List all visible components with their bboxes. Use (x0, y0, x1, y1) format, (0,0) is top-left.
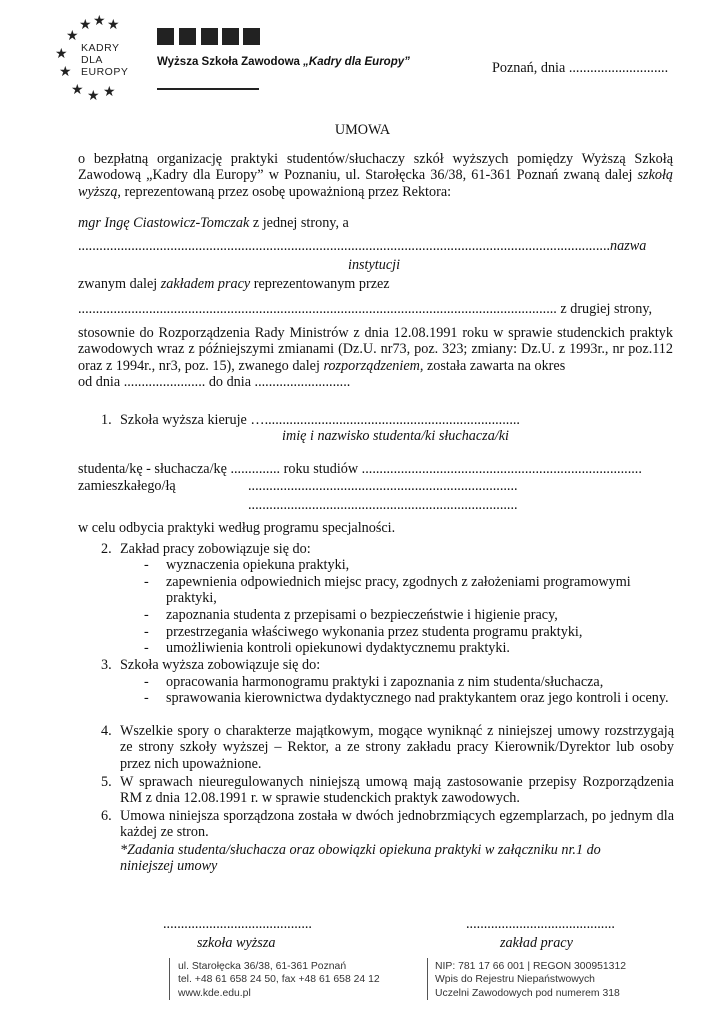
point-5-text: W sprawach nieuregulowanych niniejszą umową mają zastosowanie przepisy Rozporządzenia RM z dnia 12.08.1991 r. w sprawie studenckich praktyk zawodowych. (120, 774, 674, 807)
footer-divider (427, 958, 428, 1000)
logo-text-line-2: DLA (81, 54, 103, 66)
school-name: Wyższa Szkoła Zawodowa „Kadry dla Europy” (157, 56, 410, 68)
institution-label: instytucji (348, 257, 401, 273)
signature-workplace-dots: .......................................... (466, 916, 615, 932)
point-6-number: 6. (101, 808, 112, 824)
signature-workplace-label: zakład pracy (500, 935, 573, 951)
point-4-text: Wszelkie spory o charakterze majątkowym, mogące wyniknąć z niniejszej umowy rozstrzygają ze strony szkoły wyższej – Rektor, a ze strony zakładu pracy Kierownik/Dyrektor lub osoby przez nich upoważnione. (120, 723, 674, 772)
student-name-caption: imię i nazwisko studenta/ki słuchacza/ki (282, 428, 509, 444)
point-3-number: 3. (101, 657, 112, 673)
representative-line: mgr Ingę Ciastowicz-Tomczak z jednej strony, a (78, 215, 349, 231)
address-label: zamieszkałego/łą (78, 478, 176, 494)
signature-school-label: szkoła wyższa (197, 935, 276, 951)
footer-address: ul. Starołęcka 36/38, 61-361 Poznań tel. +48 61 658 24 50, fax +48 61 658 24 12 www.kde.edu.pl (178, 961, 380, 999)
star-icon: ★ (66, 29, 79, 44)
point-5-number: 5. (101, 774, 112, 790)
star-icon: ★ (71, 83, 84, 98)
period-line: od dnia ....................... do dnia ........................... (78, 374, 351, 390)
logo (55, 14, 129, 104)
point-4-number: 4. (101, 723, 112, 739)
star-icon: ★ (107, 18, 120, 33)
point-2-item: wyznaczenia opiekuna praktyki, (166, 557, 350, 573)
intro-paragraph: o bezpłatną organizację praktyki studentów/słuchaczy szkół wyższych pomiędzy Wyższą Szkołą Zawodową „Kadry dla Europy” w Poznaniu, ul. Starołęcka 36/38, 61-361 Poznań zwaną dalej szkołą wyższą, reprezentowaną przez osobę upoważnioną przez Rektora: (78, 151, 673, 200)
footer-divider (169, 958, 170, 1000)
star-icon: ★ (87, 89, 100, 104)
place-date: Poznań, dnia ............................ (492, 60, 669, 76)
point-3-item: opracowania harmonogramu praktyki i zapoznania z nim studenta/słuchacza, (166, 674, 604, 690)
logo-text-line-3: EUROPY (81, 66, 129, 78)
star-icon: ★ (103, 85, 116, 100)
purpose-line: w celu odbycia praktyki według programu specjalności. (78, 520, 396, 536)
student-year-line: studenta/kę - słuchacza/kę .............. roku studiów ............................................................................... (78, 461, 642, 477)
star-icon: ★ (55, 47, 68, 62)
point-2-item: umożliwienia kontroli opiekunowi dydaktycznemu praktyki. (166, 640, 510, 656)
star-icon: ★ (59, 65, 72, 80)
workplace-rep-line: ....................................................................................................................................... z drugiej strony, (78, 301, 653, 317)
header-underline (157, 88, 259, 90)
point-1-number: 1. (101, 412, 112, 428)
footer-registration: NIP: 781 17 66 001 | REGON 300951312 Wpis do Rejestru Niepaństwowych Uczelni Zawodowych pod numerem 318 (435, 961, 627, 999)
point-3-text: Szkoła wyższa zobowiązuje się do: (120, 657, 321, 673)
point-2-item: zapewnienia odpowiednich miejsc pracy, zgodnych z założeniami programowymi praktyki, (166, 574, 631, 607)
signature-school-dots: .......................................... (163, 916, 312, 932)
regulation-paragraph: stosownie do Rozporządzenia Rady Ministrów z dnia 12.08.1991 roku w sprawie studenckich praktyk zawodowych wraz z późniejszymi zmianami (Dz.U. nr73, poz. 323; zmiany: Dz.U. z 1993r., nr poz.112 oraz z 1994r., nr3, poz. 15), zwanego dalej rozporządzeniem, została zawarta na okres (78, 325, 673, 374)
point-2-number: 2. (101, 541, 112, 557)
logo-text-line-1: KADRY (81, 42, 120, 54)
point-2-text: Zakład pracy zobowiązuje się do: (120, 541, 311, 557)
point-3-item: sprawowania kierownictwa dydaktycznego nad praktykantem oraz jego kontroli i oceny. (166, 690, 669, 706)
point-1-text: Szkoła wyższa kieruje …........................................................................ (120, 412, 520, 428)
point-6-text: Umowa niniejsza sporządzona została w dwóch jednobrzmiących egzemplarzach, po jednym dla każdej ze stron. (120, 808, 674, 841)
star-icon: ★ (93, 14, 106, 29)
point-2-item: przestrzegania właściwego wykonania przez studenta programu praktyki, (166, 624, 583, 640)
point-6-note: *Zadania studenta/słuchacza oraz obowiązki opiekuna praktyki w załączniku nr.1 do niniejszej umowy (120, 842, 601, 875)
point-2-item: zapoznania studenta z przepisami o bezpieczeństwie i higienie pracy, (166, 607, 558, 623)
address-dots-2: ............................................................................ (248, 497, 518, 513)
address-dots-1: ............................................................................ (248, 478, 518, 494)
document-title: UMOWA (334, 122, 391, 138)
workplace-line: zwanym dalej zakładem pracy reprezentowanym przez (78, 276, 390, 292)
star-icon: ★ (79, 18, 92, 33)
institution-name-dots: ......................................................................................................................................................nazwa (78, 238, 647, 254)
